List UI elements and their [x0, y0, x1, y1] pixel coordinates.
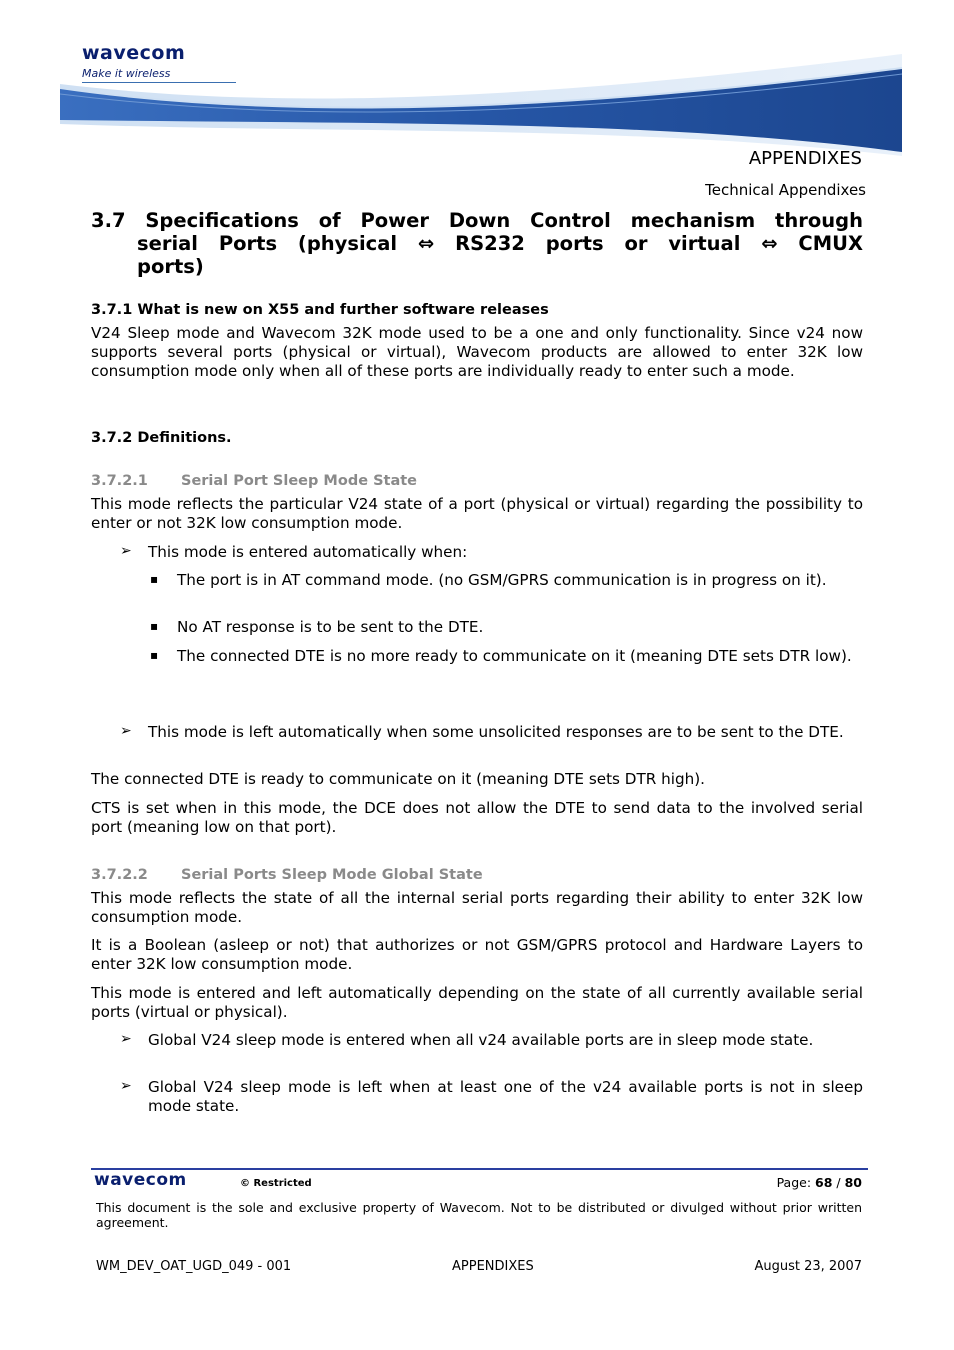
subsection-heading-372: 3.7.2 Definitions.	[91, 430, 232, 446]
list-item-mode-entered: This mode is entered automatically when:	[148, 543, 468, 561]
footer-page-number: Page: 68 / 80	[776, 1175, 862, 1190]
paragraph-371: V24 Sleep mode and Wavecom 32K mode used to be a one and only functionality. Since v24 now supports several ports (physical or virtual), Wavecom products are allowed to enter 32K low consumption mode only when all of these ports are individually ready to enter such a mode.	[91, 324, 863, 380]
header-section-title: APPENDIXES	[748, 148, 862, 169]
arrow-bullet-icon: ➢	[120, 723, 132, 739]
paragraph-3721: This mode reflects the particular V24 state of a port (physical or virtual) regarding the possibility to enter or not 32K low consumption mode.	[91, 495, 863, 532]
heading-title: Serial Port Sleep Mode State	[181, 473, 418, 489]
section-title-line1: 3.7 Specifications of Power Down Control mechanism through	[91, 209, 863, 232]
emphasis: mode is left	[288, 1078, 383, 1096]
paragraph-dtr-high: The connected DTE is ready to communicate on it (meaning DTE sets DTR high).	[91, 770, 705, 788]
footer-restricted-label: © Restricted	[240, 1178, 312, 1189]
logo-tagline: Make it wireless	[82, 67, 171, 80]
header-wave-graphic	[60, 54, 902, 156]
footer-date: August 23, 2007	[754, 1259, 862, 1274]
subsection-heading-371: 3.7.1 What is new on X55 and further software releases	[91, 302, 549, 318]
emphasis: mode is entered	[183, 543, 308, 561]
arrow-bullet-icon: ➢	[120, 1031, 132, 1047]
footer-notice: This document is the sole and exclusive property of Wavecom. Not to be distributed or divulged without prior written agreement.	[96, 1200, 862, 1230]
emphasis: mode is entered	[281, 1031, 406, 1049]
logo-wordmark: wavecom	[82, 42, 186, 64]
sub-list-item: The connected DTE is no more ready to communicate on it (meaning DTE sets DTR low).	[177, 647, 852, 665]
arrow-bullet-icon: ➢	[120, 1078, 132, 1094]
square-bullet-icon: ▪	[150, 619, 159, 633]
square-bullet-icon: ▪	[150, 572, 159, 586]
header-subtitle: Technical Appendixes	[705, 181, 866, 199]
arrow-bullet-icon: ➢	[120, 543, 132, 559]
section-title-line3: ports)	[137, 255, 204, 278]
footer-doc-id: WM_DEV_OAT_UGD_049 - 001	[96, 1259, 292, 1274]
list-item-global-entered: Global V24 sleep mode is entered when all v24 available ports are in sleep mode state.	[148, 1031, 814, 1049]
footer-wavecom-logo: wavecom	[94, 1170, 187, 1190]
section-title-line2: serial Ports (physical ⇔ RS232 ports or virtual ⇔ CMUX	[137, 232, 863, 255]
square-bullet-icon: ▪	[150, 648, 159, 662]
paragraph-3722-2: It is a Boolean (asleep or not) that authorizes or not GSM/GPRS protocol and Hardware Layers to enter 32K low consumption mode.	[91, 936, 863, 973]
footer-rule	[91, 1168, 868, 1170]
emphasis: at least one	[437, 1078, 532, 1096]
footer-section: APPENDIXES	[452, 1259, 534, 1274]
heading-number: 3.7.2.1	[91, 473, 148, 489]
emphasis: mode is left	[183, 723, 274, 741]
paragraph-3722-3: This mode is entered and left automatically depending on the state of all currently available serial ports (virtual or physical).	[91, 984, 863, 1021]
paragraph-cts: CTS is set when in this mode, the DCE does not allow the DTE to send data to the involved serial port (meaning low on that port).	[91, 799, 863, 836]
list-item-global-left: Global V24 sleep mode is left when at least one of the v24 available ports is not in sleep mode state.	[148, 1078, 863, 1115]
sub-list-item: No AT response is to be sent to the DTE.	[177, 618, 484, 636]
paragraph-3722-1: This mode reflects the state of all the internal serial ports regarding their ability to enter 32K low consumption mode.	[91, 889, 863, 926]
heading-number: 3.7.2.2	[91, 867, 148, 883]
subsection-heading-3722	[91, 866, 863, 885]
sub-list-item: The port is in AT command mode. (no GSM/GPRS communication is in progress on it).	[177, 571, 827, 589]
subsection-heading-3721	[91, 472, 863, 491]
list-item-mode-left: This mode is left automatically when some unsolicited responses are to be sent to the DTE.	[148, 723, 844, 741]
heading-title: Serial Ports Sleep Mode Global State	[181, 867, 483, 883]
